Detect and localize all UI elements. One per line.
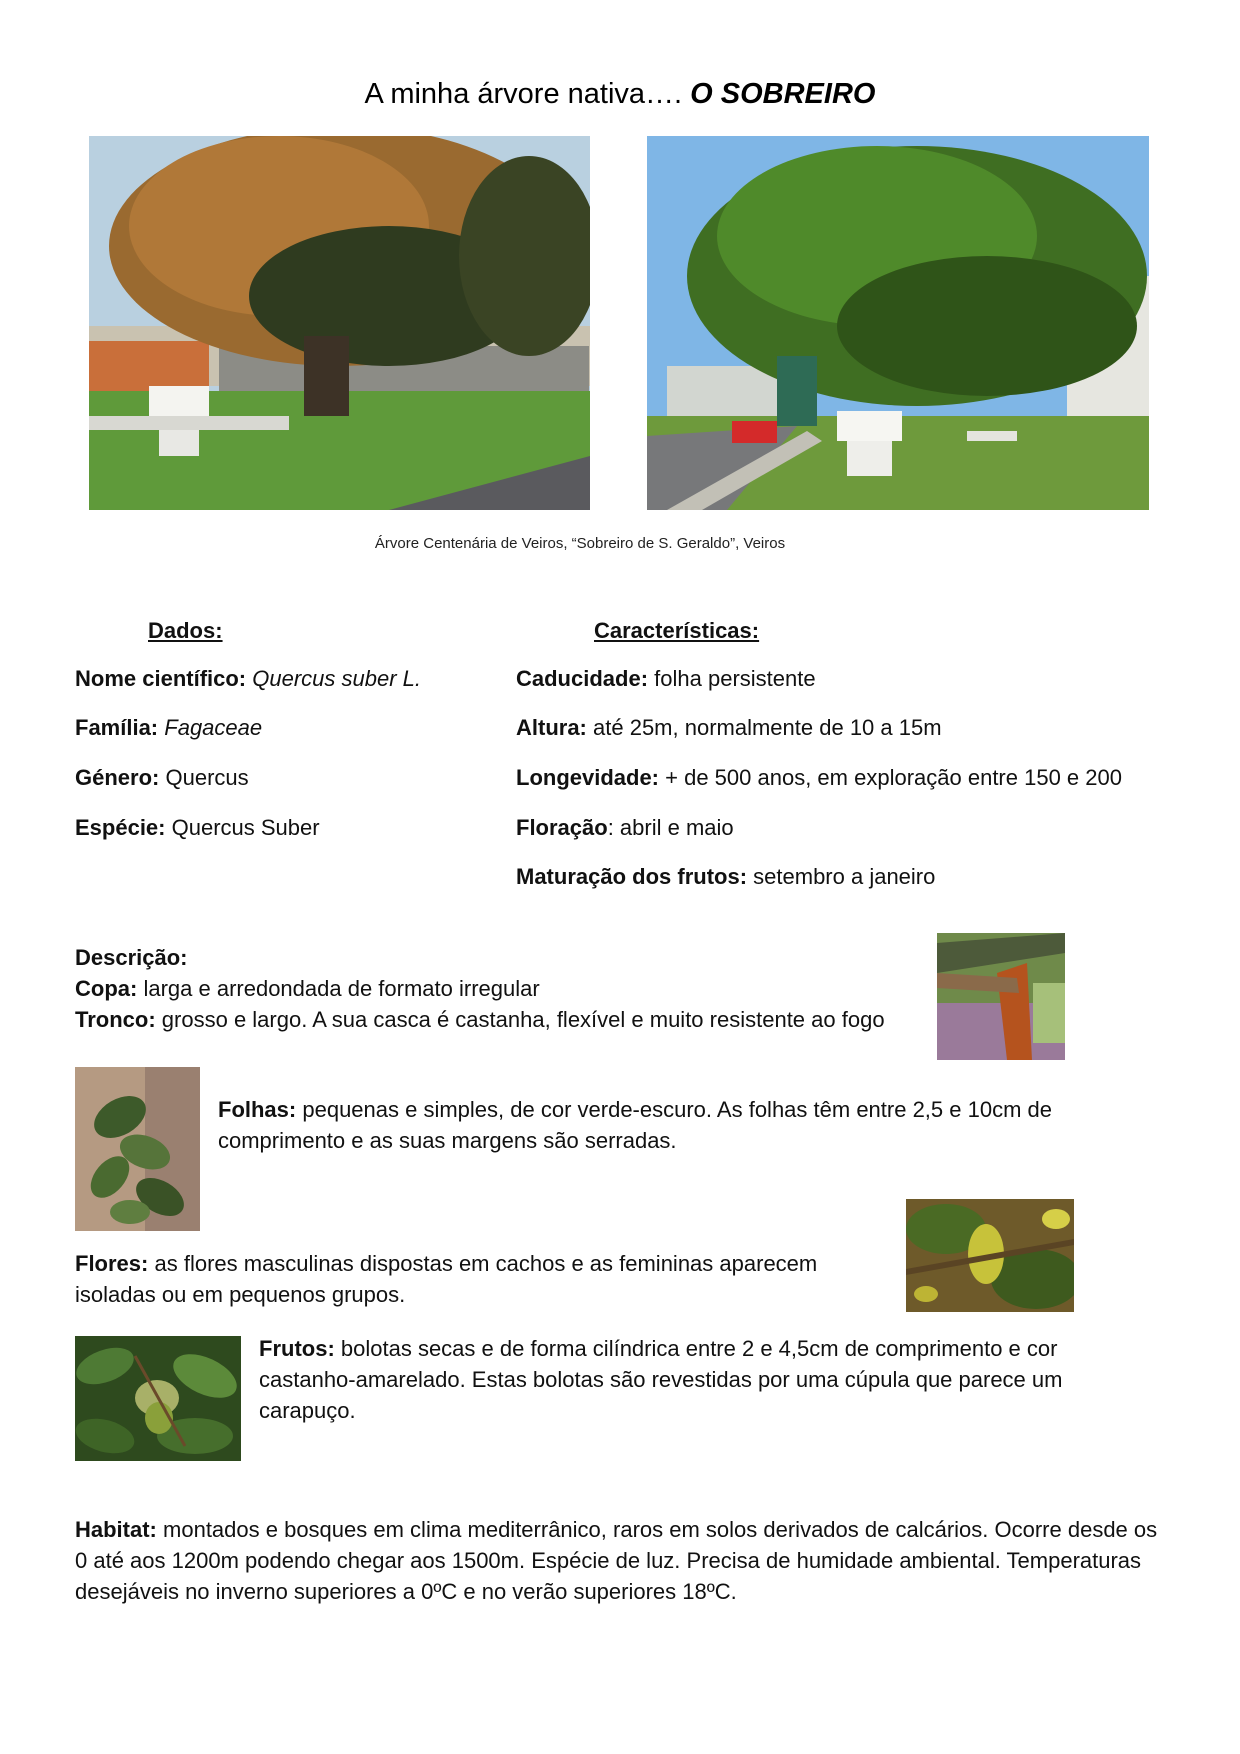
caracteristica-label: Altura:	[516, 715, 587, 740]
title-prefix: A minha árvore nativa….	[364, 78, 683, 110]
caracteristica-value: até 25m, normalmente de 10 a 15m	[593, 715, 942, 740]
dados-label: Espécie:	[75, 815, 166, 840]
flores-label: Flores:	[75, 1251, 149, 1276]
frutos-label: Frutos:	[259, 1336, 335, 1361]
dados-value: Quercus suber L.	[252, 666, 422, 691]
dados-label: Nome científico:	[75, 666, 247, 691]
caracteristica-value: : abril e maio	[607, 815, 734, 840]
dados-heading: Dados:	[148, 618, 223, 643]
trunk-photo	[937, 933, 1065, 1060]
dados-row-genero	[75, 764, 249, 792]
page-title	[0, 78, 1240, 111]
flores-block	[75, 1248, 875, 1310]
caracteristicas-row-altura	[516, 714, 942, 742]
frutos-block	[259, 1333, 1119, 1426]
folhas-text: pequenas e simples, de cor verde-escuro. As folhas têm entre 2,5 e 10cm de comprimento e as suas margens são serradas.	[218, 1097, 1052, 1153]
caracteristicas-row-floracao	[516, 814, 734, 842]
leaves-photo	[75, 1067, 200, 1231]
caracteristicas-row-maturacao	[516, 863, 935, 891]
flores-text: as flores masculinas dispostas em cachos e as femininas aparecem isoladas ou em pequenos grupos.	[75, 1251, 818, 1307]
dados-label: Género:	[75, 765, 160, 790]
descricao-block	[75, 942, 935, 1035]
copa-label: Copa:	[75, 976, 138, 1001]
tronco-label: Tronco:	[75, 1007, 156, 1032]
caracteristica-value: + de 500 anos, em exploração entre 150 e 200	[665, 765, 1122, 790]
caracteristica-value: setembro a janeiro	[753, 864, 936, 889]
caracteristica-label: Maturação dos frutos:	[516, 864, 748, 889]
dados-value: Quercus Suber	[171, 815, 320, 840]
acorn-photo	[75, 1336, 241, 1461]
copa-text: larga e arredondada de formato irregular	[143, 976, 540, 1001]
cork-oak-photo-left	[89, 136, 590, 510]
folhas-label: Folhas:	[218, 1097, 297, 1122]
dados-value: Fagaceae	[164, 715, 263, 740]
cork-oak-photo-right	[647, 136, 1149, 510]
dados-row-nome	[75, 665, 421, 693]
caracteristica-value: folha persistente	[654, 666, 816, 691]
folhas-block	[218, 1094, 1098, 1156]
dados-row-familia	[75, 714, 262, 742]
title-emphasis: O SOBREIRO	[690, 78, 876, 110]
habitat-label: Habitat:	[75, 1517, 157, 1542]
caracteristica-label: Longevidade:	[516, 765, 660, 790]
caracteristicas-row-longevidade	[516, 764, 1122, 792]
caracteristica-label: Caducidade:	[516, 666, 649, 691]
habitat-block	[75, 1514, 1170, 1607]
frutos-text: bolotas secas e de forma cilíndrica entre 2 e 4,5cm de comprimento e cor castanho-amarelado. Estas bolotas são revestidas por uma cúpula que parece um carapuço.	[259, 1336, 1063, 1423]
habitat-text: montados e bosques em clima mediterrânico, raros em solos derivados de calcários. Ocorre desde os 0 até aos 1200m podendo chegar aos 1500m. Espécie de luz. Precisa de humidade ambiental. Temperaturas desejáveis no inverno superiores a 0ºC e no verão superiores 18ºC.	[75, 1517, 1158, 1604]
descricao-heading: Descrição:	[75, 945, 188, 970]
caracteristicas-row-caducidade	[516, 665, 816, 693]
dados-label: Família:	[75, 715, 159, 740]
dados-value: Quercus	[165, 765, 249, 790]
tronco-text: grosso e largo. A sua casca é castanha, flexível e muito resistente ao fogo	[161, 1007, 885, 1032]
caracteristica-label: Floração	[516, 815, 608, 840]
photo-caption: Árvore Centenária de Veiros, “Sobreiro de S. Geraldo”, Veiros	[374, 535, 786, 552]
flowers-photo	[906, 1199, 1074, 1312]
dados-row-especie	[75, 814, 320, 842]
caracteristicas-heading: Características:	[594, 618, 760, 643]
